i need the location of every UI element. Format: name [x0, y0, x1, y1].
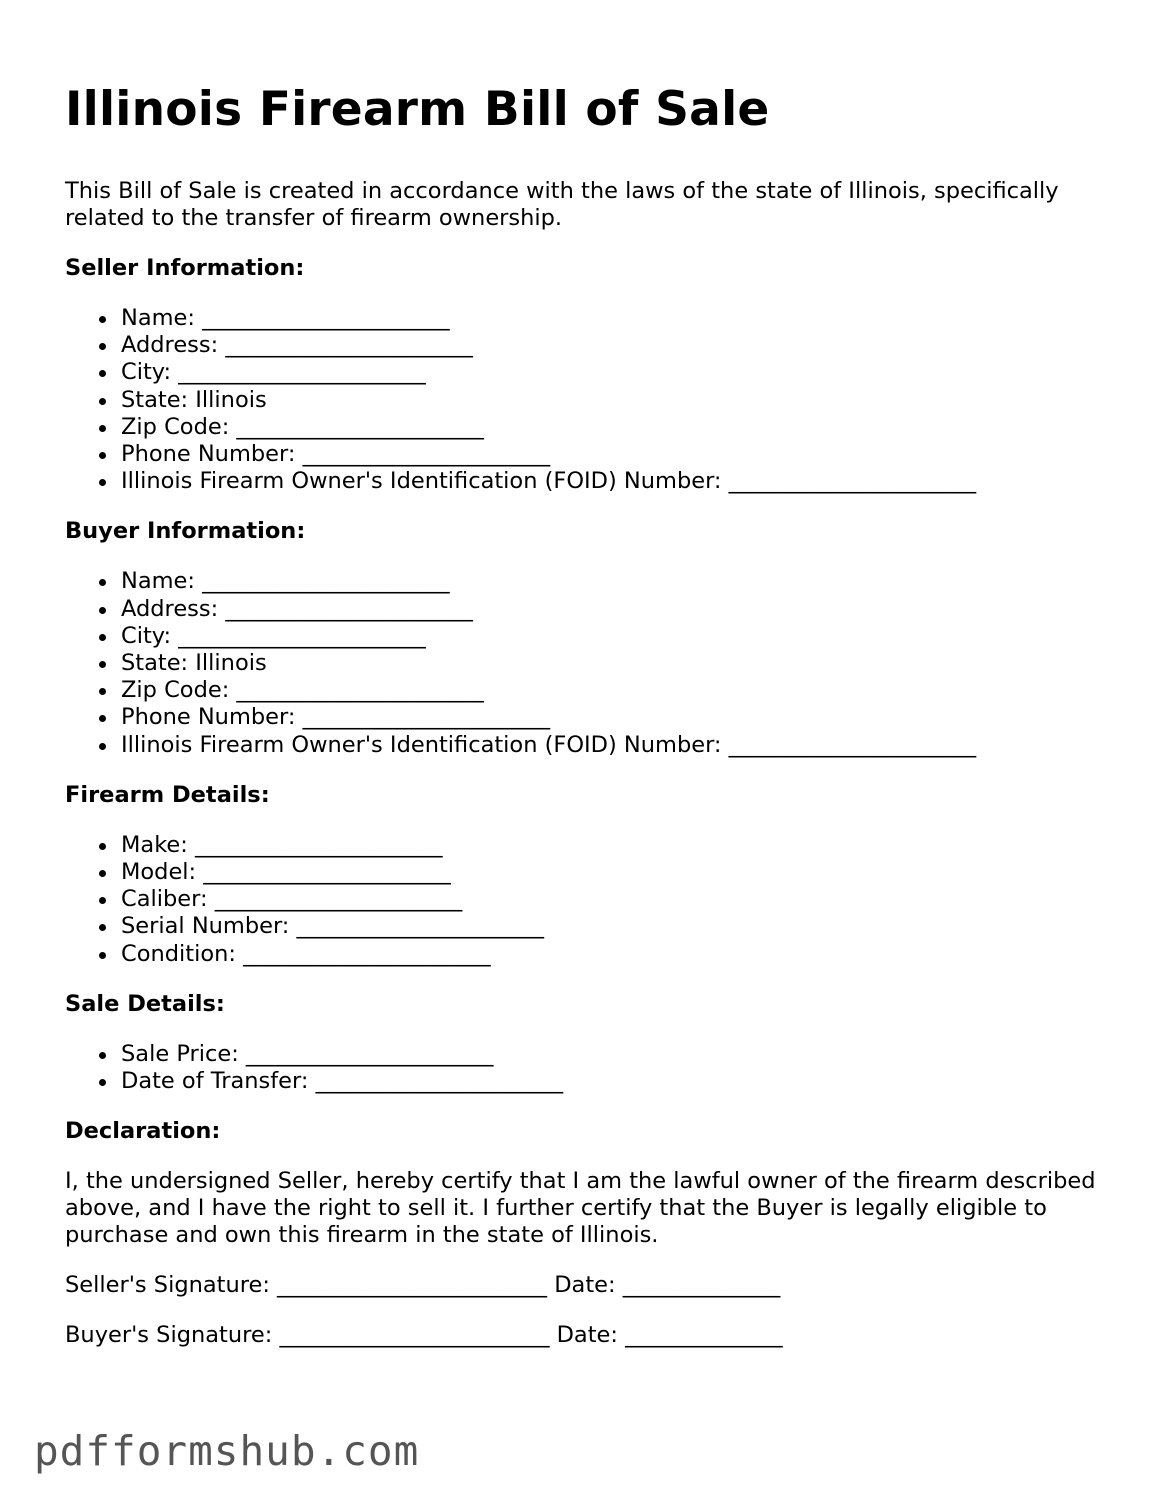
buyer-city-field: City: ______________________	[121, 623, 1105, 650]
declaration-paragraph: I, the undersigned Seller, hereby certify that I am the lawful owner of the firearm described above, and I have the right to sell it. I further certify that the Buyer is legally eligible to purchase and own this firearm in the state of Illinois.	[65, 1168, 1096, 1249]
document-page	[65, 80, 1105, 1372]
sale-fields-list	[65, 1041, 1105, 1095]
watermark: pdfformshub.com	[34, 1427, 420, 1475]
buyer-address-field: Address: ______________________	[121, 596, 1105, 623]
intro-paragraph: This Bill of Sale is created in accordance with the laws of the state of Illinois, specifically related to the transfer of firearm ownership.	[65, 178, 1059, 231]
seller-state-field: State: Illinois	[121, 387, 1105, 414]
sale-heading: Sale Details:	[65, 990, 225, 1017]
seller-phone-field: Phone Number: ______________________	[121, 441, 1105, 468]
buyer-phone-field: Phone Number: ______________________	[121, 704, 1105, 731]
buyer-zip-field: Zip Code: ______________________	[121, 677, 1105, 704]
buyer-signature-line: Buyer's Signature: ________________________ Date: ______________	[65, 1322, 783, 1349]
buyer-heading: Buyer Information:	[65, 518, 306, 545]
firearm-heading: Firearm Details:	[65, 781, 270, 808]
seller-foid-field: Illinois Firearm Owner's Identification (FOID) Number: ______________________	[121, 468, 1105, 495]
seller-heading: Seller Information:	[65, 255, 305, 281]
seller-zip-field: Zip Code: ______________________	[121, 414, 1105, 441]
firearm-fields-list	[65, 832, 1105, 968]
firearm-make-field: Make: ______________________	[121, 832, 1105, 859]
buyer-name-field: Name: ______________________	[121, 568, 1105, 595]
buyer-fields-list	[65, 568, 1105, 758]
seller-address-field: Address: ______________________	[121, 332, 1105, 359]
seller-signature-line: Seller's Signature: ________________________ Date: ______________	[65, 1272, 781, 1299]
seller-fields-list	[65, 305, 1105, 495]
sale-price-field: Sale Price: ______________________	[121, 1041, 1105, 1068]
buyer-foid-field: Illinois Firearm Owner's Identification (FOID) Number: ______________________	[121, 732, 1105, 759]
firearm-condition-field: Condition: ______________________	[121, 941, 1105, 968]
seller-name-field: Name: ______________________	[121, 305, 1105, 332]
sale-date-field: Date of Transfer: ______________________	[121, 1068, 1105, 1095]
firearm-model-field: Model: ______________________	[121, 859, 1105, 886]
firearm-serial-field: Serial Number: ______________________	[121, 913, 1105, 940]
buyer-state-field: State: Illinois	[121, 650, 1105, 677]
declaration-heading: Declaration:	[65, 1118, 221, 1145]
document-title: Illinois Firearm Bill of Sale	[65, 82, 770, 137]
firearm-caliber-field: Caliber: ______________________	[121, 886, 1105, 913]
seller-city-field: City: ______________________	[121, 359, 1105, 386]
